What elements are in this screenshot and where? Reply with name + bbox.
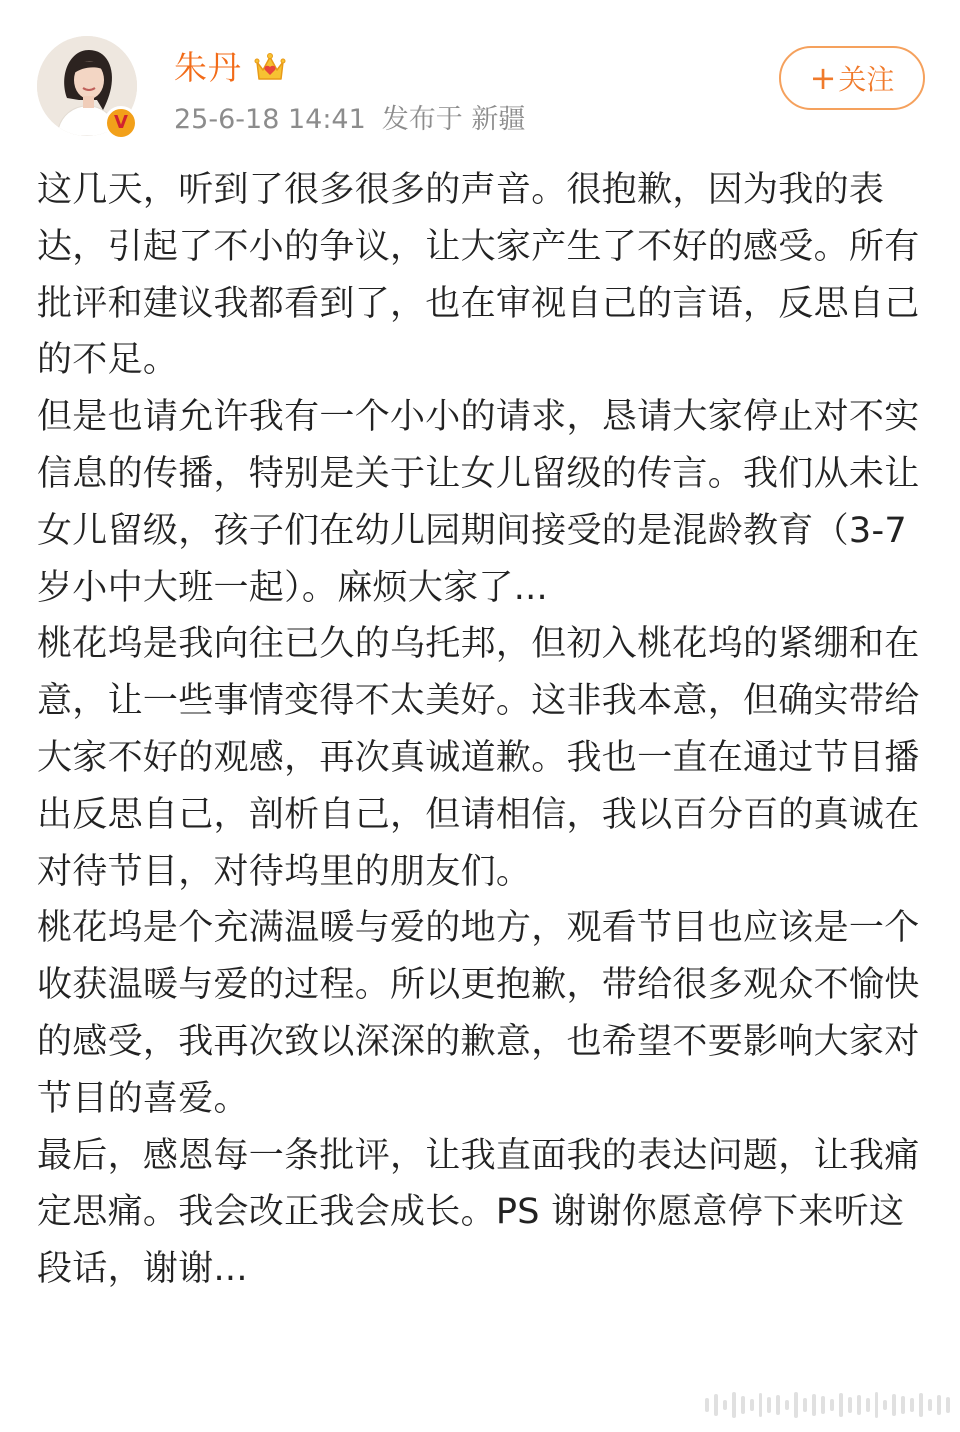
post-paragraph: 这几天，听到了很多很多的声音。很抱歉，因为我的表达，引起了不小的争议，让大家产生了不好的感受。所有批评和建议我都看到了，也在审视自己的言语，反思自己的不足。 <box>37 170 920 381</box>
post-content <box>37 162 927 1298</box>
crown-icon <box>252 50 288 86</box>
post-paragraph: 桃花坞是我向往已久的乌托邦，但初入桃花坞的紧绷和在意，让一些事情变得不太美好。这非我本意，但确实带给大家不好的观感，再次真诚道歉。我也一直在通过节目播出反思自己，剖析自己，但请相信，我以百分百的真诚在对待节目，对待坞里的朋友们。 <box>37 624 920 892</box>
plus-icon: + <box>809 59 837 97</box>
post-paragraph: 但是也请允许我有一个小小的请求，恳请大家停止对不实信息的传播，特别是关于让女儿留级的传言。我们从未让女儿留级，孩子们在幼儿园期间接受的是混龄教育（3-7岁小中大班一起）。麻烦大家了... <box>37 397 920 608</box>
author-name[interactable]: 朱丹 <box>174 48 242 87</box>
post-paragraph: 最后，感恩每一条批评，让我直面我的表达问题，让我痛定思痛。我会改正我会成长。PS 谢谢你愿意停下来听这段话，谢谢... <box>37 1135 920 1290</box>
post-paragraph: 桃花坞是个充满温暖与爱的地方，观看节目也应该是一个收获温暖与爱的过程。所以更抱歉，带给很多观众不愉快的感受，我再次致以深深的歉意，也希望不要影响大家对节目的喜爱。 <box>37 908 920 1119</box>
follow-label: 关注 <box>838 63 895 96</box>
post-location: 发布于 新疆 <box>381 104 526 135</box>
post-header <box>0 0 960 150</box>
post-timestamp: 25-6-18 14:41 <box>174 104 366 135</box>
follow-button[interactable] <box>779 46 925 110</box>
author-row <box>174 44 288 92</box>
watermark-barcode <box>705 1390 950 1420</box>
verified-badge-icon: V <box>104 106 138 140</box>
post-meta <box>174 100 541 140</box>
